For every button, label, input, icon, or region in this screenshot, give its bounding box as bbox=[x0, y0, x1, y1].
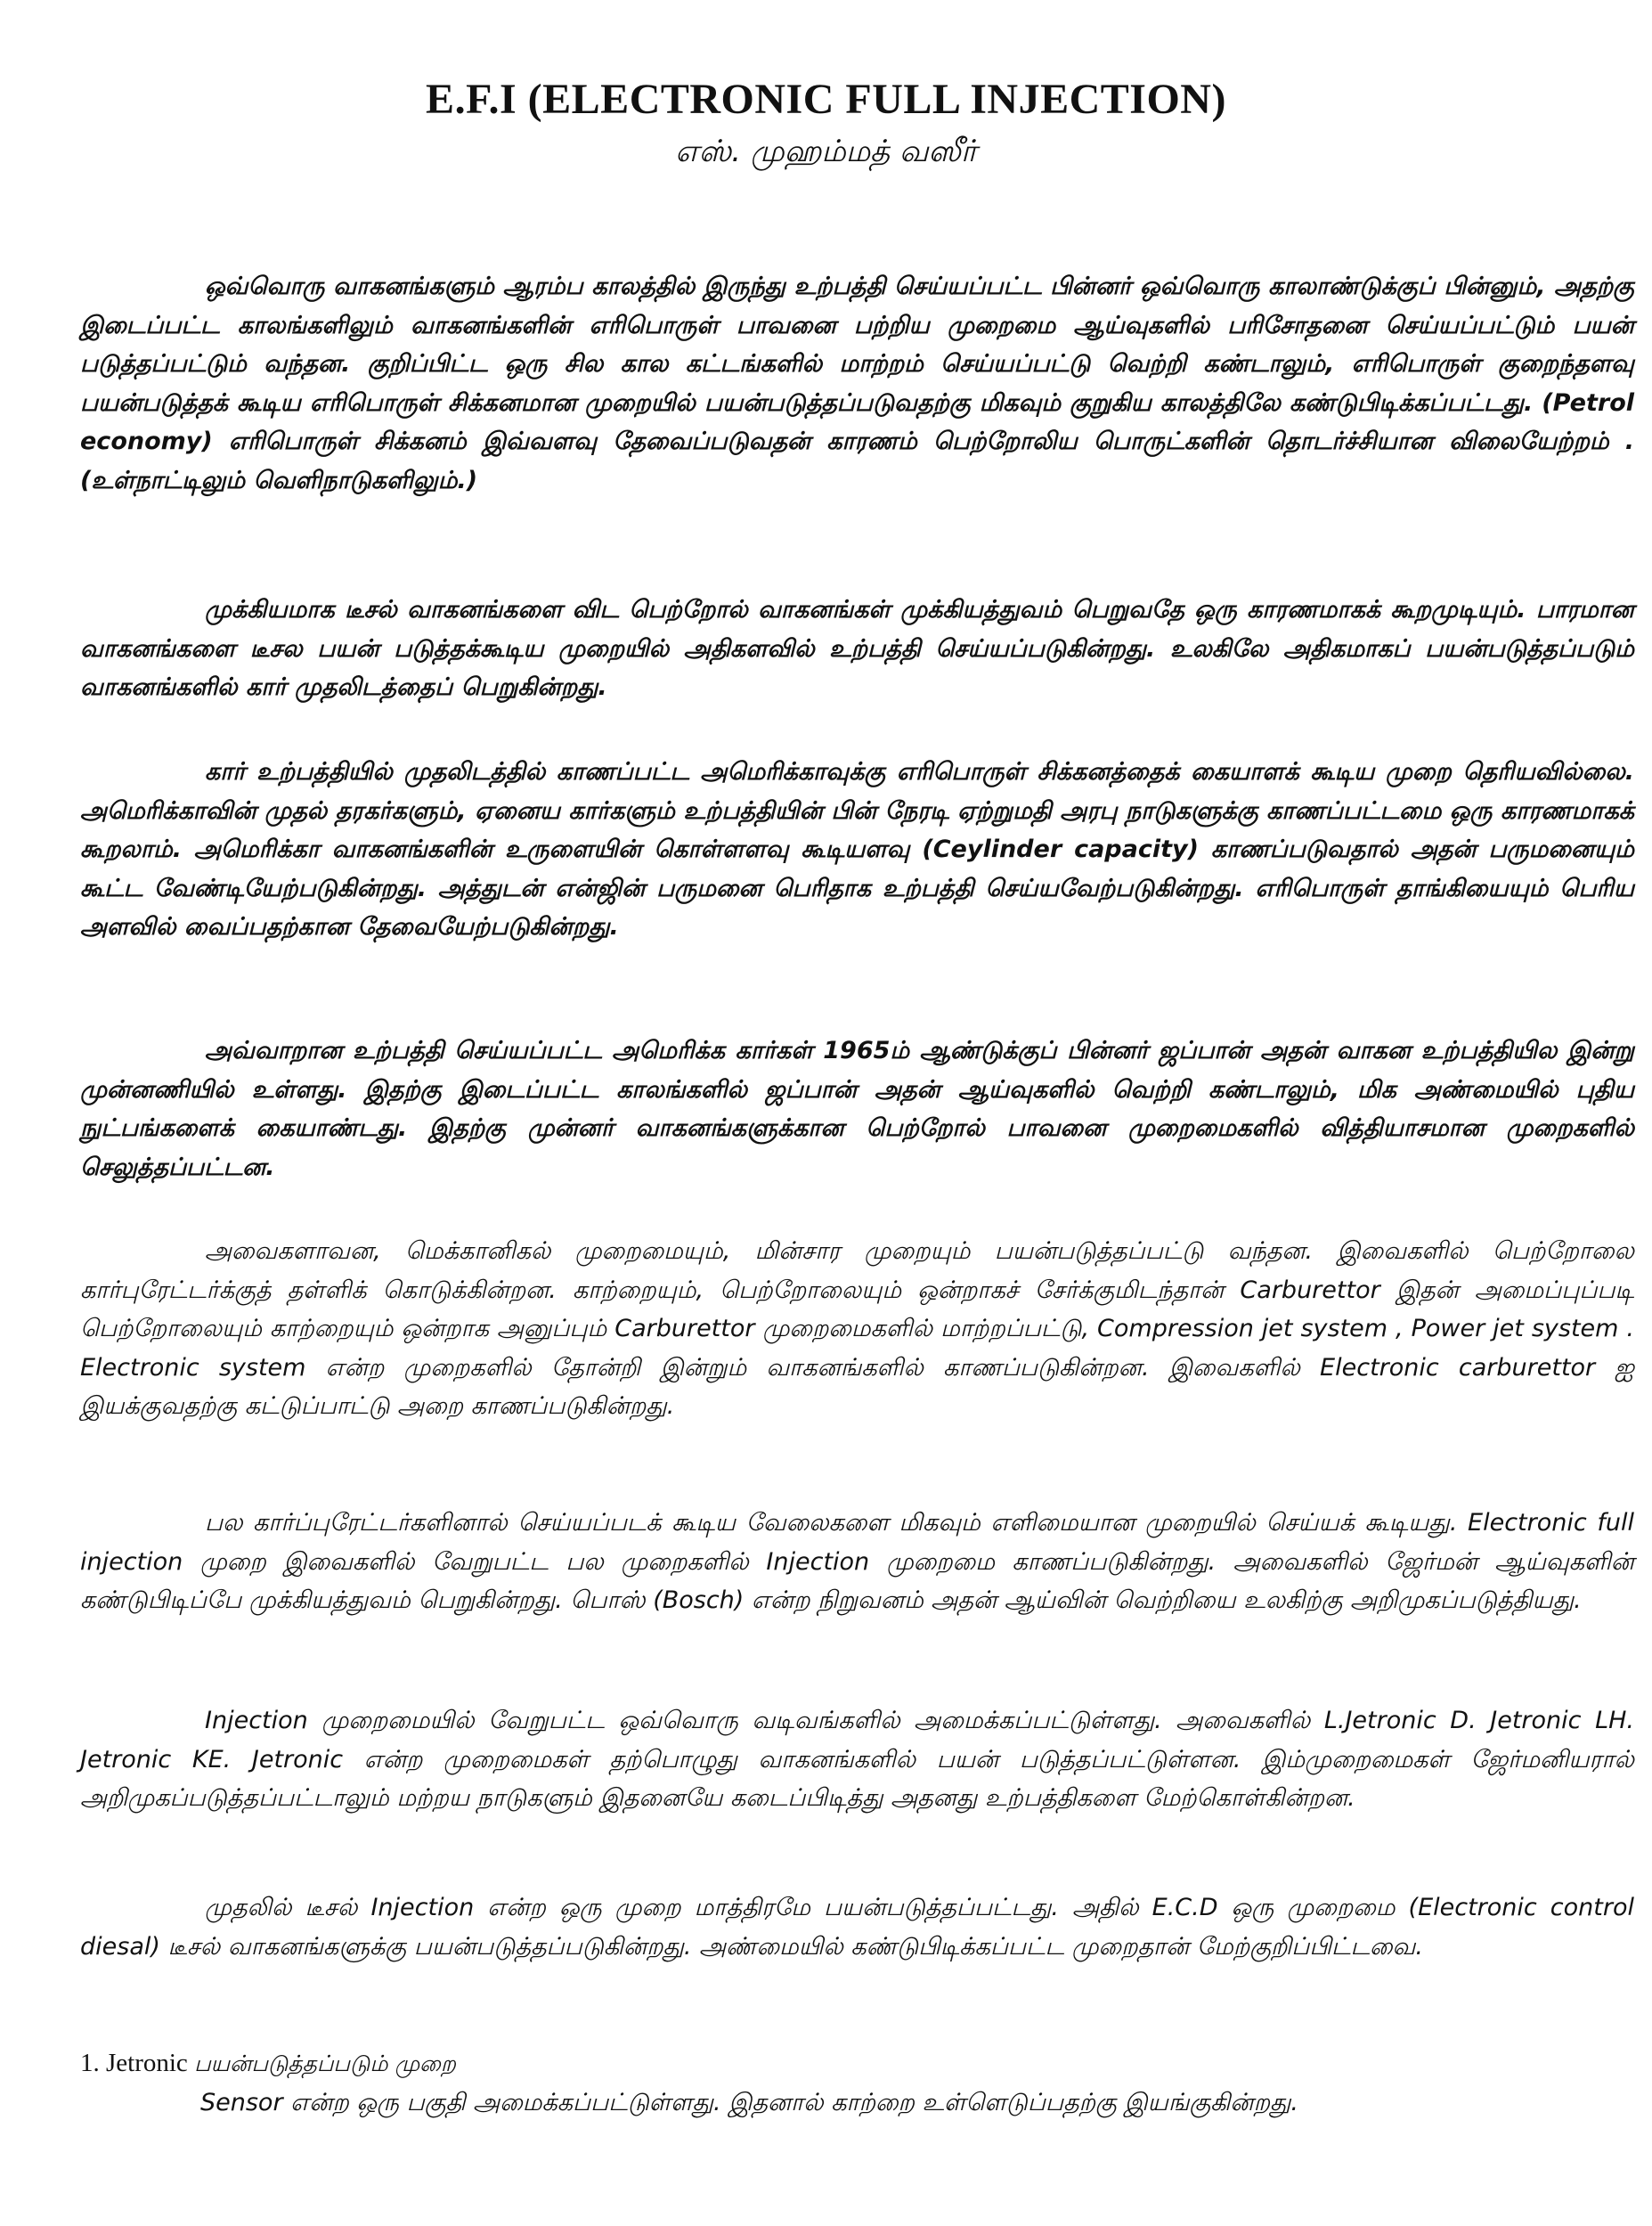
paragraph-3 bbox=[80, 753, 1634, 947]
paragraph-text: ஒவ்வொரு வாகனங்களும் ஆரம்ப காலத்தில் இருந்து உற்பத்தி செய்யப்பட்ட பின்னர் ஒவ்வொரு காலாண்டுக்குப் பின்னும், அதற்கு இடைப்பட்ட காலங்களிலும் வாகனங்களின் எரிபொருள் பாவனை பற்றிய முறைமை ஆய்வுகளில் பரிசோதனை செய்யப்பட்டும் பயன் படுத்தப்பட்டும் வந்தன. குறிப்பிட்ட ஒரு சில கால கட்டங்களில் மாற்றம் செய்யப்பட்டு வெற்றி கண்டாலும், எரிபொருள் குறைந்தளவு பயன்படுத்தக் கூடிய எரிபொருள் சிக்கனமான முறையில் பயன்படுத்தப்படுவதற்கு மிகவும் குறுகிய காலத்திலே கண்டுபிடிக்கப்பட்டது. (Petrol economy) எரிபொருள் சிக்கனம் இவ்வளவு தேவைப்படுவதன் காரணம் பெற்றோலிய பொருட்களின் தொடர்ச்சியான விலையேற்றம் . (உள்நாட்டிலும் வெளிநாடுகளிலும்.) bbox=[80, 273, 1634, 494]
paragraph-4 bbox=[80, 1031, 1634, 1186]
paragraph-7 bbox=[80, 1701, 1634, 1818]
paragraph-5 bbox=[80, 1232, 1634, 1426]
paragraph-6 bbox=[80, 1504, 1634, 1620]
section-heading bbox=[80, 2049, 456, 2080]
paragraph-text: கார் உற்பத்தியில் முதலிடத்தில் காணப்பட்ட அமெரிக்காவுக்கு எரிபொருள் சிக்கனத்தைக் கையாளக் கூடிய முறை தெரியவில்லை. அமெரிக்காவின் முதல் தரகர்களும், ஏனைய கார்களும் உற்பத்தியின் பின் நேரடி ஏற்றுமதி அரபு நாடுகளுக்கு காணப்பட்டமை ஒரு காரணமாகக் கூறலாம். அமெரிக்கா வாகனங்களின் உருளையின் கொள்ளளவு கூடியளவு (Ceylinder capacity) காணப்படுவதால் அதன் பருமனையும் கூட்ட வேண்டியேற்படுகின்றது. அத்துடன் என்ஜின் பருமனை பெரிதாக உற்பத்தி செய்யவேற்படுகின்றது. எரிபொருள் தாங்கியையும் பெரிய அளவில் வைப்பதற்கான தேவையேற்படுகின்றது. bbox=[80, 758, 1634, 941]
section-number: 1. Jetronic bbox=[80, 2049, 188, 2077]
paragraph-text: முதலில் டீசல் Injection என்ற ஒரு முறை மாத்திரமே பயன்படுத்தப்பட்டது. அதில் E.C.D ஒரு முறைமை (Electronic control diesal) டீசல் வாகனங்களுக்கு பயன்படுத்தப்படுகின்றது. அண்மையில் கண்டுபிடிக்கப்பட்ட முறைதான் மேற்குறிப்பிட்டவை. bbox=[80, 1894, 1634, 1961]
paragraph-text: அவைகளாவன, மெக்கானிகல் முறைமையும், மின்சார முறையும் பயன்படுத்தப்பட்டு வந்தன. இவைகளில் பெற்றோலை கார்புரேட்டர்க்குத் தள்ளிக் கொடுக்கின்றன. காற்றையும், பெற்றோலையும் ஒன்றாகச் சேர்க்குமிடந்தான் Carburettor இதன் அமைப்புப்படி பெற்றோலையும் காற்றையும் ஒன்றாக அனுப்பும் Carburettor முறைமைகளில் மாற்றப்பட்டு, Compression jet system , Power jet system . Electronic system என்ற முறைகளில் தோன்றி இன்றும் வாகனங்களில் காணப்படுகின்றன. இவைகளில் Electronic carburettor ஐ இயக்குவதற்கு கட்டுப்பாட்டு அறை காணப்படுகின்றது. bbox=[80, 1237, 1634, 1420]
paragraph-text: அவ்வாறான உற்பத்தி செய்யப்பட்ட அமெரிக்க கார்கள் 1965ம் ஆண்டுக்குப் பின்னர் ஜப்பான் அதன் வாகன உற்பத்தியில இன்று முன்னணியில் உள்ளது. இதற்கு இடைப்பட்ட காலங்களில் ஜப்பான் அதன் ஆய்வுகளில் வெற்றி கண்டாலும், மிக அண்மையில் புதிய நுட்பங்களைக் கையாண்டது. இதற்கு முன்னர் வாகனங்களுக்கான பெற்றோல் பாவனை முறைமைகளில் வித்தியாசமான முறைகளில் செலுத்தப்பட்டன. bbox=[80, 1037, 1634, 1181]
paragraph-1 bbox=[80, 267, 1634, 500]
section-first-line: Sensor என்ற ஒரு பகுதி அமைக்கப்பட்டுள்ளது. இதனால் காற்றை உள்ளெடுப்பதற்கு இயங்குகின்றது. bbox=[200, 2089, 1298, 2116]
paragraph-text: முக்கியமாக டீசல் வாகனங்களை விட பெற்றோல் வாகனங்கள் முக்கியத்துவம் பெறுவதே ஒரு காரணமாகக் கூறமுடியும். பாரமான வாகனங்களை டீசல பயன் படுத்தக்கூடிய முறையில் அதிகளவில் உற்பத்தி செய்யப்படுகின்றது. உலகிலே அதிகமாகப் பயன்படுத்தப்படும் வாகனங்களில் கார் முதலிடத்தைப் பெறுகின்றது. bbox=[80, 596, 1634, 701]
paragraph-2 bbox=[80, 591, 1634, 707]
paragraph-text: பல கார்ப்புரேட்டர்களினால் செய்யப்படக் கூடிய வேலைகளை மிகவும் எளிமையான முறையில் செய்யக் கூடியது. Electronic full injection முறை இவைகளில் வேறுபட்ட பல முறைகளில் Injection முறைமை காணப்படுகின்றது. அவைகளில் ஜேர்மன் ஆய்வுகளின் கண்டுபிடிப்பே முக்கியத்துவம் பெறுகின்றது. பொஸ் (Bosch) என்ற நிறுவனம் அதன் ஆய்வின் வெற்றியை உலகிற்கு அறிமுகப்படுத்தியது. bbox=[80, 1509, 1634, 1614]
section-heading-text: பயன்படுத்தப்படும் முறை bbox=[194, 2051, 456, 2076]
paragraph-text: Injection முறைமையில் வேறுபட்ட ஒவ்வொரு வடிவங்களில் அமைக்கப்பட்டுள்ளது. அவைகளில் L.Jetronic D. Jetronic LH. Jetronic KE. Jetronic என்ற முறைமைகள் தற்பொழுது வாகனங்களில் பயன் படுத்தப்பட்டுள்ளன. இம்முறைமைகள் ஜேர்மனியரால் அறிமுகப்படுத்தப்பட்டாலும் மற்றய நாடுகளும் இதனையே கடைப்பிடித்து அதனது உற்பத்திகளை மேற்கொள்கின்றன. bbox=[80, 1707, 1634, 1812]
document-author: எஸ். முஹம்மத் வஸீர் bbox=[675, 134, 977, 169]
paragraph-8 bbox=[80, 1888, 1634, 1966]
document-title: E.F.I (ELECTRONIC FULL INJECTION) bbox=[426, 76, 1226, 123]
